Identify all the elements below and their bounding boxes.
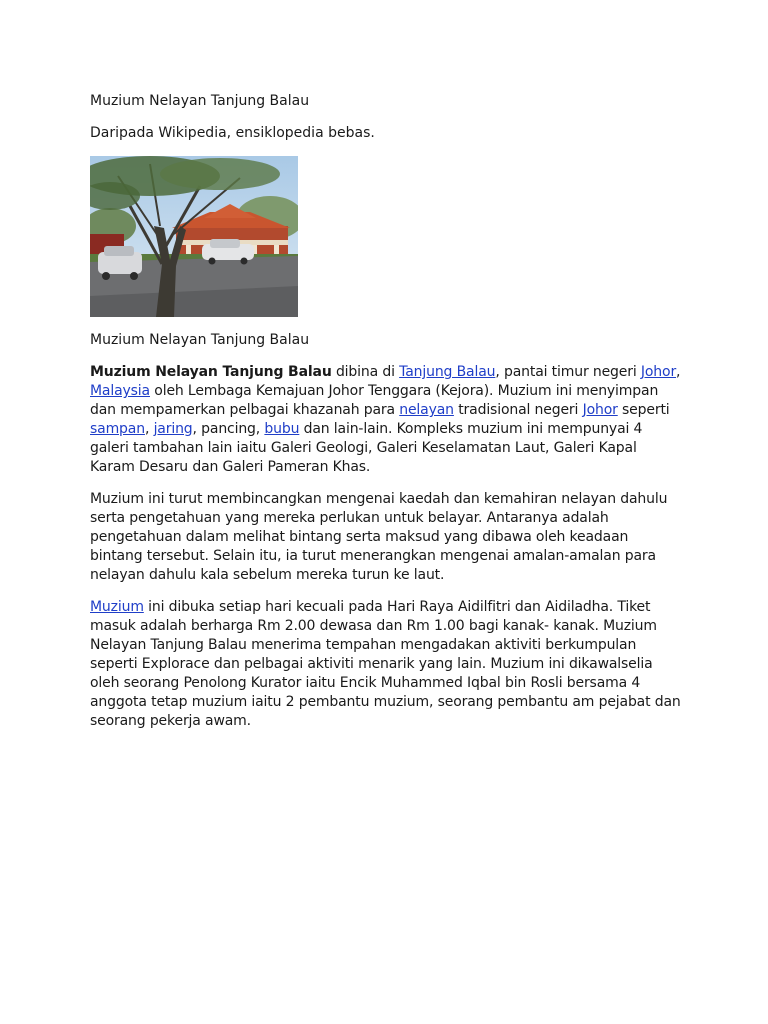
paragraph-text: dan lain-lain. Kompleks muzium ini mempunyai 4 galeri tambahan lain iaitu Galeri Geologi, Galeri Keselamatan Laut, Galeri Kapal Karam Desaru dan Galeri Pameran Khas. [90,421,643,475]
link-johor-2[interactable]: Johor [582,402,618,418]
paragraph-text: , [144,421,154,437]
museum-photo [90,156,298,317]
paragraph-text: seperti [617,402,670,418]
link-tanjung-balau[interactable]: Tanjung Balau [399,364,496,380]
link-sampan[interactable]: sampan [90,421,145,437]
paragraph-text: , [676,364,681,380]
link-malaysia[interactable]: Malaysia [90,383,150,399]
paragraph-text: , pancing, [192,421,265,437]
image-caption: Muzium Nelayan Tanjung Balau [90,332,310,348]
intro-paragraph [90,363,682,477]
paragraph-text: ini dibuka setiap hari kecuali pada Hari Raya Aidilfitri dan Aidiladha. Tiket masuk adalah berharga Rm 2.00 dewasa dan Rm 1.00 bagi kanak- kanak. Muzium Nelayan Tanjung Balau menerima tempahan mengadakan aktiviti berkumpulan seperti Explorace dan pelbagai aktiviti menarik yang lain. Muzium ini dikawalselia oleh seorang Penolong Kurator iaitu Encik Muhammed Iqbal bin Rosli bersama 4 anggota tetap muzium iaitu 2 pembantu muzium, seorang pembantu am pejabat dan seorang pekerja awam. [90,599,681,729]
paragraph-text: oleh Lembaga Kemajuan Johor Tenggara (Kejora). Muzium ini menyimpan dan mempamerkan pelbagai khazanah para [90,383,659,418]
link-jaring[interactable]: jaring [153,421,193,437]
link-johor[interactable]: Johor [640,364,677,380]
link-muzium[interactable]: Muzium [90,599,144,615]
visitor-info-paragraph [90,598,682,731]
page-title: Muzium Nelayan Tanjung Balau [90,93,310,109]
article-bold-title: Muzium Nelayan Tanjung Balau [90,364,332,380]
link-nelayan[interactable]: nelayan [399,402,454,418]
link-bubu[interactable]: bubu [264,421,300,437]
paragraph-text: tradisional negeri [453,402,583,418]
history-paragraph: Muzium ini turut membincangkan mengenai kaedah dan kemahiran nelayan dahulu serta pengetahuan yang mereka perlukan untuk belayar. Antaranya adalah pengetahuan dalam melihat bintang serta maksud yang dibawa oleh keadaan bintang tersebut. Selain itu, ia turut menerangkan mengenai amalan-amalan para nelayan dahulu kala sebelum mereka turun ke laut. [90,491,668,583]
paragraph-text: dibina di [331,364,400,380]
page-subtitle: Daripada Wikipedia, ensiklopedia bebas. [90,125,375,141]
paragraph-text: , pantai timur negeri [495,364,641,380]
